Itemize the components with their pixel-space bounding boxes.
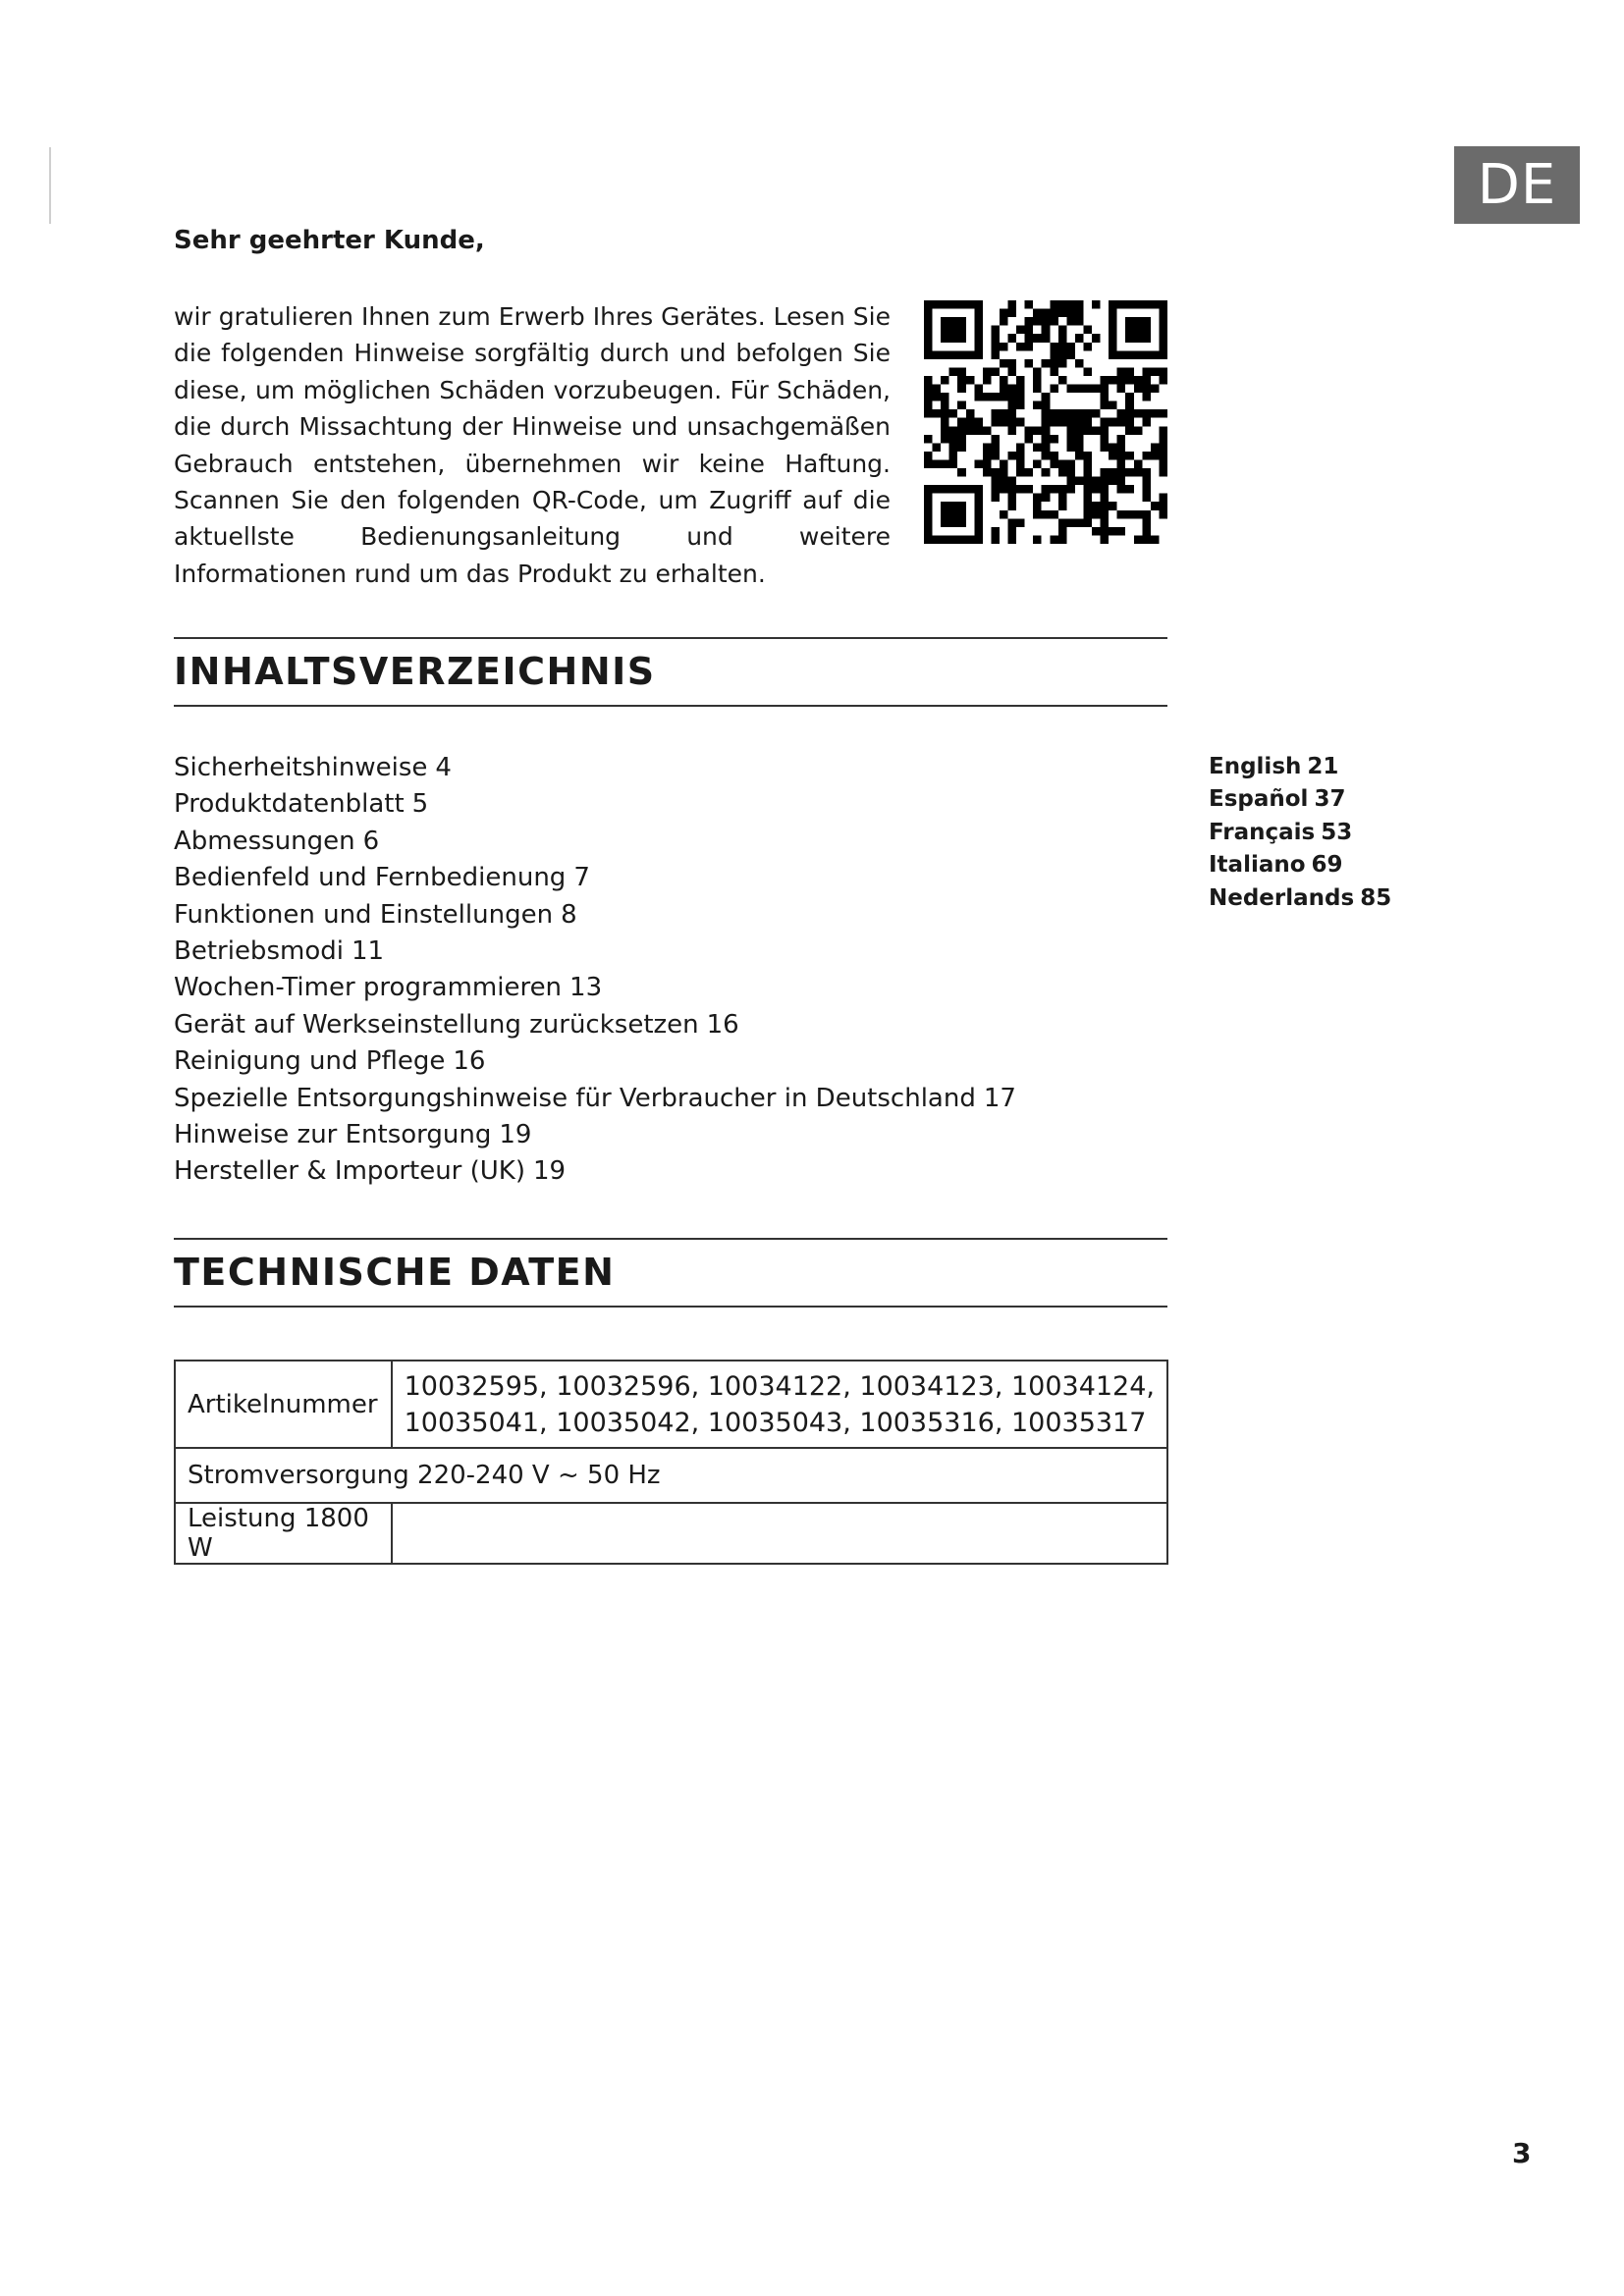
language-page: 21 <box>1307 754 1339 779</box>
table-row <box>175 1448 1167 1503</box>
table-row <box>175 1503 1167 1564</box>
toc-item-page: 19 <box>533 1156 567 1187</box>
toc-item-page: 16 <box>453 1046 486 1077</box>
language-item[interactable] <box>1209 817 1391 849</box>
toc-item-label: Produktdatenblatt <box>174 789 405 820</box>
toc-item-page: 5 <box>411 789 429 820</box>
toc-item-page: 6 <box>362 826 380 856</box>
language-tab: DE <box>1454 146 1580 224</box>
power-supply: Stromversorgung 220-240 V ~ 50 Hz <box>175 1448 1167 1503</box>
toc-item[interactable] <box>174 786 1016 823</box>
toc-item[interactable] <box>174 1081 1016 1117</box>
toc-item[interactable] <box>174 934 1016 970</box>
language-name: Français <box>1209 819 1316 845</box>
language-name: Italiano <box>1209 852 1306 879</box>
toc-title: INHALTSVERZEICHNIS <box>174 650 656 693</box>
language-page: 53 <box>1321 819 1353 845</box>
language-item[interactable] <box>1209 783 1391 816</box>
toc-item-label: Gerät auf Werkseinstellung zurücksetzen <box>174 1009 699 1040</box>
article-numbers-line1: 10032595, 10032596, 10034122, 10034123, 10034124, <box>404 1370 1155 1402</box>
language-list <box>1209 751 1391 915</box>
toc-item-page: 11 <box>351 936 385 967</box>
margin-line <box>49 147 51 224</box>
power-rating: Leistung 1800 W <box>175 1503 392 1564</box>
language-item[interactable] <box>1209 882 1391 915</box>
language-page: 69 <box>1311 852 1343 879</box>
language-name: Nederlands <box>1209 884 1355 911</box>
toc-item[interactable] <box>174 750 1016 786</box>
toc-item-page: 16 <box>706 1009 739 1040</box>
toc-item-page: 8 <box>561 899 577 930</box>
toc-item-label: Hinweise zur Entsorgung <box>174 1120 492 1150</box>
toc-item[interactable] <box>174 897 1016 934</box>
toc-item-label: Bedienfeld und Fernbedienung <box>174 863 567 893</box>
language-item[interactable] <box>1209 849 1391 881</box>
language-name: English <box>1209 754 1302 779</box>
specs-rule-top <box>174 1238 1167 1240</box>
toc-item[interactable] <box>174 1153 1016 1190</box>
toc-rule-bottom <box>174 705 1167 707</box>
toc-item[interactable] <box>174 1043 1016 1080</box>
specs-title: TECHNISCHE DATEN <box>174 1251 616 1294</box>
toc-item-page: 4 <box>435 753 452 782</box>
specs-rule-bottom <box>174 1306 1167 1308</box>
toc-item-label: Spezielle Entsorgungshinweise für Verbraucher in Deutschland <box>174 1083 976 1113</box>
toc-item[interactable] <box>174 824 1016 860</box>
toc-rule-top <box>174 637 1167 639</box>
toc-item[interactable] <box>174 1117 1016 1153</box>
language-item[interactable] <box>1209 751 1391 783</box>
article-label: Artikelnummer <box>175 1361 392 1448</box>
qr-code-icon[interactable] <box>924 300 1167 544</box>
table-of-contents <box>174 750 1016 1191</box>
toc-item-page: 19 <box>499 1120 532 1150</box>
page-number: 3 <box>1512 2137 1532 2169</box>
toc-item-label: Betriebsmodi <box>174 936 344 967</box>
article-numbers <box>392 1361 1167 1448</box>
toc-item[interactable] <box>174 1007 1016 1043</box>
toc-item[interactable] <box>174 970 1016 1006</box>
table-row <box>175 1361 1167 1448</box>
salutation: Sehr geehrter Kunde, <box>174 226 485 255</box>
specs-table <box>174 1360 1168 1565</box>
toc-item-label: Hersteller & Importeur (UK) <box>174 1156 525 1187</box>
toc-item-label: Abmessungen <box>174 826 355 856</box>
empty-cell <box>392 1503 1167 1564</box>
language-name: Español <box>1209 786 1309 813</box>
toc-item-label: Wochen-Timer programmieren <box>174 973 563 1003</box>
article-numbers-line2: 10035041, 10035042, 10035043, 10035316, 10035317 <box>404 1407 1147 1438</box>
language-page: 85 <box>1360 884 1392 911</box>
toc-item-label: Funktionen und Einstellungen <box>174 899 554 930</box>
toc-item-page: 7 <box>573 863 590 893</box>
toc-item-page: 13 <box>569 973 603 1003</box>
intro-paragraph: wir gratulieren Ihnen zum Erwerb Ihres Gerätes. Lesen Sie die folgenden Hinweise sorgfältig durch und befolgen Sie diese, um möglichen Schäden vorzubeugen. Für Schäden, die durch Missachtung der Hinweise und unsachgemäßen Gebrauch entstehen, übernehmen wir keine Haftung. Scannen Sie den folgenden QR-Code, um Zugriff auf die aktuellste Bedienungsanleitung und weitere Informationen rund um das Produkt zu erhalten. <box>174 302 891 588</box>
toc-item-label: Sicherheitshinweise <box>174 753 428 782</box>
toc-item-label: Reinigung und Pflege <box>174 1046 446 1077</box>
toc-item-page: 17 <box>983 1083 1016 1113</box>
language-page: 37 <box>1314 786 1346 813</box>
toc-item[interactable] <box>174 860 1016 896</box>
